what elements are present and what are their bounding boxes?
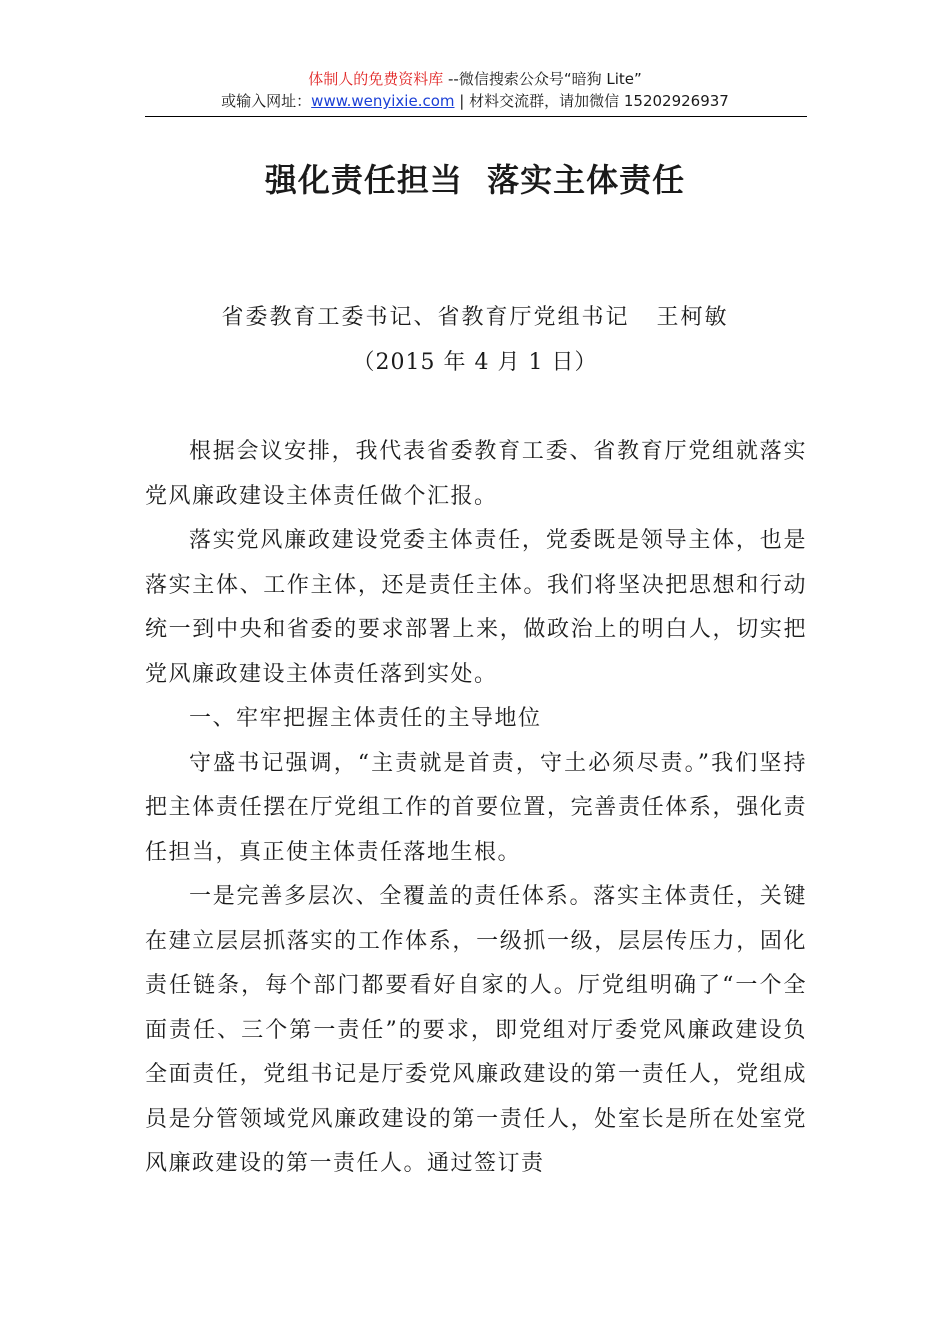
header-line-2 [145, 90, 805, 112]
author-line: 省委教育工委书记、省教育厅党组书记 王柯敏 [221, 305, 729, 330]
url-suffix: | 材料交流群，请加微信 15202926937 [454, 92, 729, 110]
brand-suffix: --微信搜索公众号“暗狗 Lite” [443, 70, 642, 88]
section-heading: 一、牢牢把握主体责任的主导地位 [189, 706, 542, 731]
paragraph: 守盛书记强调，“主责就是首责，守土必须尽责。”我们坚持把主体责任摆在厅党组工作的首要位置，完善责任体系，强化责任担当，真正使主体责任落地生根。 [145, 750, 807, 865]
date-line: （2015 年 4 月 1 日） [352, 350, 598, 375]
header-line-1 [145, 68, 805, 90]
paragraph: 落实党风廉政建设党委主体责任，党委既是领导主体，也是落实主体、工作主体，还是责任主体。我们将坚决把思想和行动统一到中央和省委的要求部署上来，做政治上的明白人，切实把党风廉政建设主体责任落到实处。 [145, 528, 807, 687]
document-title: 强化责任担当 落实主体责任 [264, 161, 686, 199]
header-divider [145, 116, 807, 117]
brand-name: 体制人的免费资料库 [308, 70, 444, 88]
paragraph: 一是完善多层次、全覆盖的责任体系。落实主体责任，关键在建立层层抓落实的工作体系，一级抓一级，层层传压力，固化责任链条，每个部门都要看好自家的人。厅党组明确了“一个全面责任、三个第一责任”的要求，即党组对厅委党风廉政建设负全面责任，党组书记是厅委党风廉政建设的第一责任人，党组成员是分管领域党风廉政建设的第一责任人，处室长是所在处室党风廉政建设的第一责任人。通过签订责 [145, 884, 807, 1176]
paragraph: 根据会议安排，我代表省委教育工委、省教育厅党组就落实党风廉政建设主体责任做个汇报。 [145, 439, 807, 509]
document-body [145, 430, 807, 1187]
watermark-header [145, 68, 805, 112]
website-link[interactable]: www.wenyixie.com [311, 92, 455, 110]
url-prefix: 或输入网址： [221, 92, 312, 110]
